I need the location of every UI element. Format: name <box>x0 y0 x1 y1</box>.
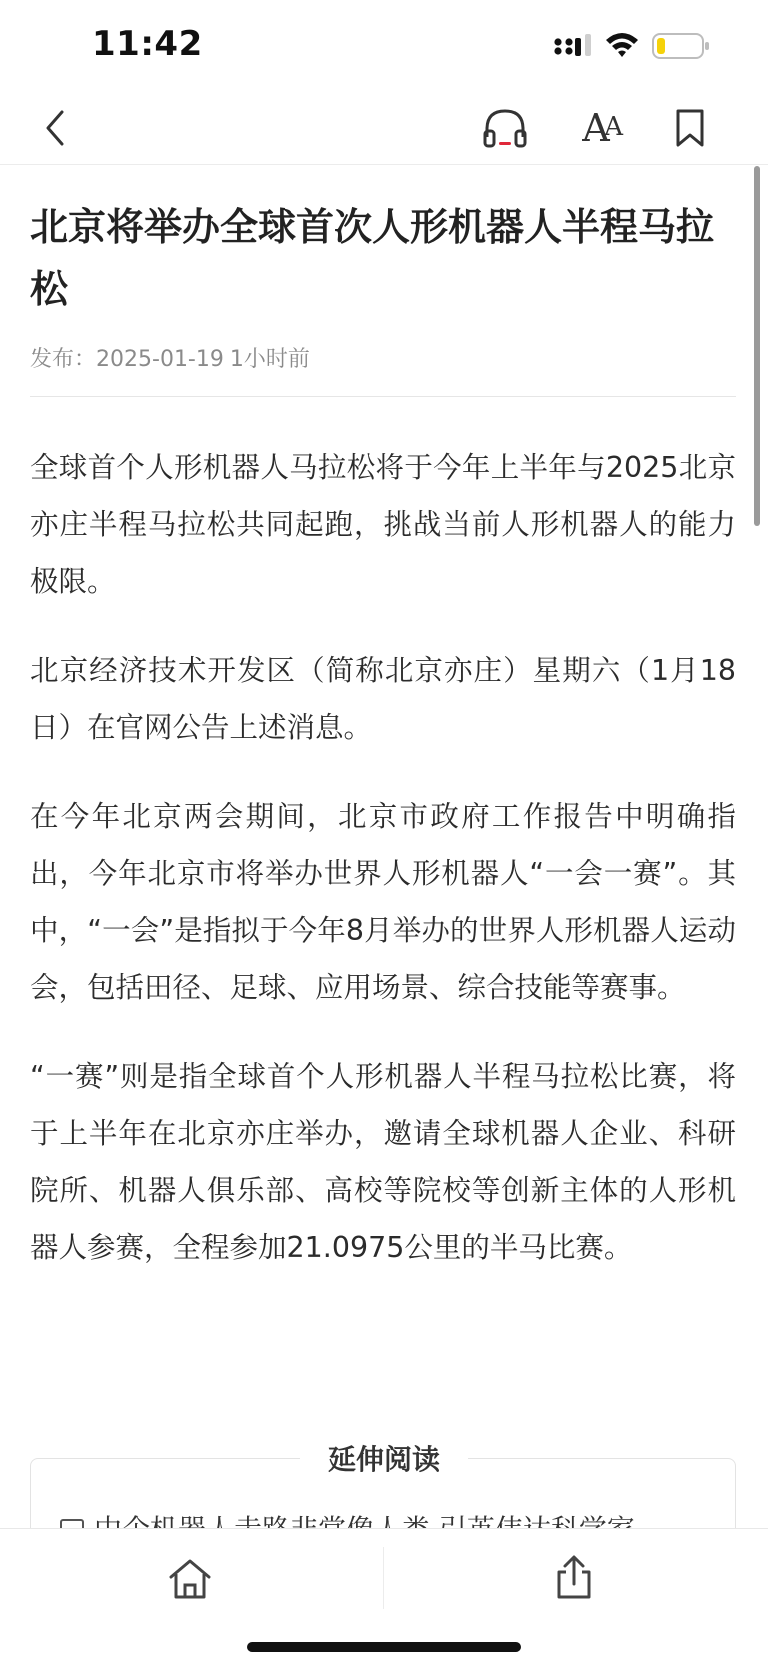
article-paragraph: 北京经济技术开发区（简称北京亦庄）星期六（1月18日）在官网公告上述消息。 <box>30 654 736 744</box>
meta-divider <box>30 396 736 397</box>
share-button[interactable] <box>544 1547 604 1607</box>
font-size-icon <box>582 106 624 150</box>
scrollbar[interactable] <box>754 166 760 526</box>
nav-bar <box>0 92 768 165</box>
article-paragraph: 在今年北京两会期间，北京市政府工作报告中明确指出，今年北京市将举办世界人形机器人“一会一赛”。其中，“一会”是指拟于今年8月举办的世界人形机器人运动会，包括田径、足球、应用场景、综合技能等赛事。 <box>30 800 736 1004</box>
article-meta <box>30 342 736 378</box>
share-icon <box>554 1554 594 1600</box>
headphones-icon <box>482 107 528 149</box>
relative-time: 1小时前 <box>229 347 310 372</box>
bookmark-button[interactable] <box>662 100 718 156</box>
home-indicator[interactable] <box>247 1642 521 1652</box>
publish-date: 2025-01-19 <box>96 347 224 372</box>
article-paragraph: “一赛”则是指全球首个人形机器人半程马拉松比赛，将于上半年在北京亦庄举办，邀请全球机器人企业、科研院所、机器人俱乐部、高校等院校等创新主体的人形机器人参赛，全程参加21.0975公里的半马比赛。 <box>30 1060 736 1264</box>
home-icon <box>167 1557 213 1601</box>
cellular-signal-icon <box>552 34 592 60</box>
bookmark-icon <box>675 108 705 148</box>
toolbar-divider <box>383 1547 384 1609</box>
article <box>30 164 736 1276</box>
article-paragraph: 全球首个人形机器人马拉松将于今年上半年与2025北京亦庄半程马拉松共同起跑，挑战当前人形机器人的能力极限。 <box>30 451 736 598</box>
article-title: 北京将举办全球首次人形机器人半程马拉松 <box>30 205 715 311</box>
home-button[interactable] <box>160 1549 220 1609</box>
back-button[interactable] <box>28 100 84 156</box>
chevron-left-icon <box>42 108 70 148</box>
font-glyph-small: A <box>604 112 624 142</box>
related-reading-heading: 延伸阅读 <box>300 1438 468 1482</box>
status-bar <box>0 0 768 92</box>
audio-button[interactable] <box>477 100 533 156</box>
font-size-button[interactable] <box>568 100 624 156</box>
status-time: 11:42 <box>92 24 203 64</box>
wifi-icon <box>604 30 640 58</box>
publish-label: 发布： <box>30 347 97 372</box>
battery-icon <box>652 33 710 59</box>
font-glyph-large: A <box>582 106 610 150</box>
